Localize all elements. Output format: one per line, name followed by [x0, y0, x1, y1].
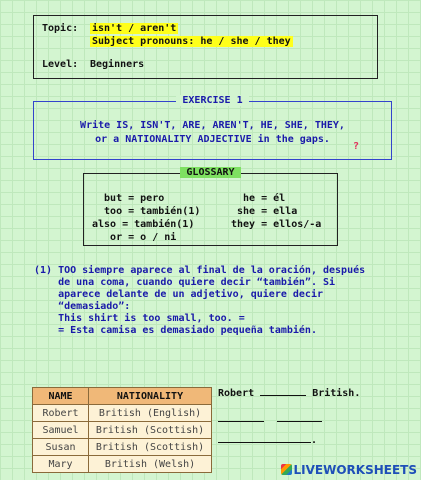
footnote-line: aparece delante de un adjetivo, quiere decir — [34, 289, 323, 300]
gap-input[interactable] — [218, 407, 264, 422]
level-value: Beginners — [90, 59, 145, 70]
glossary-left-4: or = o / ni — [92, 232, 177, 243]
table-row — [33, 439, 212, 456]
glossary-right-1: he = él — [231, 193, 286, 204]
cell-nationality: British (Scottish) — [89, 422, 212, 439]
gap-input[interactable] — [218, 429, 311, 443]
table-row — [33, 422, 212, 439]
glossary-right-3: they = ellos/-a — [231, 219, 322, 230]
cell-name: Samuel — [33, 422, 89, 439]
sentence-robert — [218, 388, 360, 399]
liveworksheets-logo[interactable] — [281, 463, 417, 477]
exercise-box — [33, 95, 392, 160]
table-row — [33, 456, 212, 473]
gap-input[interactable] — [277, 407, 322, 422]
liveworksheets-logo-icon — [281, 464, 292, 475]
cell-nationality: British (English) — [89, 405, 212, 422]
footnote-line: (1) TOO siempre aparece al final de la oración, después — [34, 265, 366, 276]
cell-name: Mary — [33, 456, 89, 473]
exercise-line-2: or a NATIONALITY ADJECTIVE in the gaps. — [95, 134, 330, 145]
level-label: Level: — [42, 59, 79, 70]
sentence-subject: Robert — [218, 388, 255, 399]
sentence-end: . — [311, 435, 318, 446]
footnote-line: de una coma, cuando quiere decir “también”. Si — [34, 277, 336, 288]
glossary-title: GLOSSARY — [180, 167, 240, 178]
cell-nationality: British (Scottish) — [89, 439, 212, 456]
topic-label: Topic: — [42, 23, 79, 34]
glossary-left-1: but = pero — [92, 193, 165, 204]
table-row — [33, 405, 212, 422]
topic-line-1: isn't / aren't — [92, 23, 177, 34]
sentence-susan — [218, 429, 317, 446]
footnote-line: “demasiado”: — [34, 301, 131, 312]
cell-name: Susan — [33, 439, 89, 456]
logo-text: LIVEWORKSHEETS — [293, 463, 417, 477]
footnote-line: = Esta camisa es demasiado pequeña también. — [34, 325, 317, 336]
col-header-nationality: NATIONALITY — [89, 388, 212, 405]
sentence-end: British. — [312, 388, 361, 399]
footnote-line: This shirt is too small, too. = — [34, 313, 245, 324]
exercise-title: EXERCISE 1 — [176, 95, 248, 106]
glossary-right-2: she = ella — [231, 206, 298, 217]
exercise-line-1: Write IS, ISN'T, ARE, AREN'T, HE, SHE, THEY, — [80, 120, 345, 131]
gap-input[interactable] — [260, 395, 306, 396]
glossary-box — [83, 167, 338, 246]
cell-nationality: British (Welsh) — [89, 456, 212, 473]
footnote — [34, 265, 394, 337]
cell-name: Robert — [33, 405, 89, 422]
topic-line-2: Subject pronouns: he / she / they — [92, 36, 291, 47]
help-question-mark[interactable]: ? — [352, 141, 359, 152]
nationality-table — [32, 387, 212, 473]
exercise-instructions — [34, 119, 391, 147]
col-header-name: NAME — [33, 388, 89, 405]
glossary-left-2: too = también(1) — [92, 206, 201, 217]
table-header-row — [33, 388, 212, 405]
glossary-left-3: also = también(1) — [92, 219, 195, 230]
topic-box — [33, 15, 378, 79]
